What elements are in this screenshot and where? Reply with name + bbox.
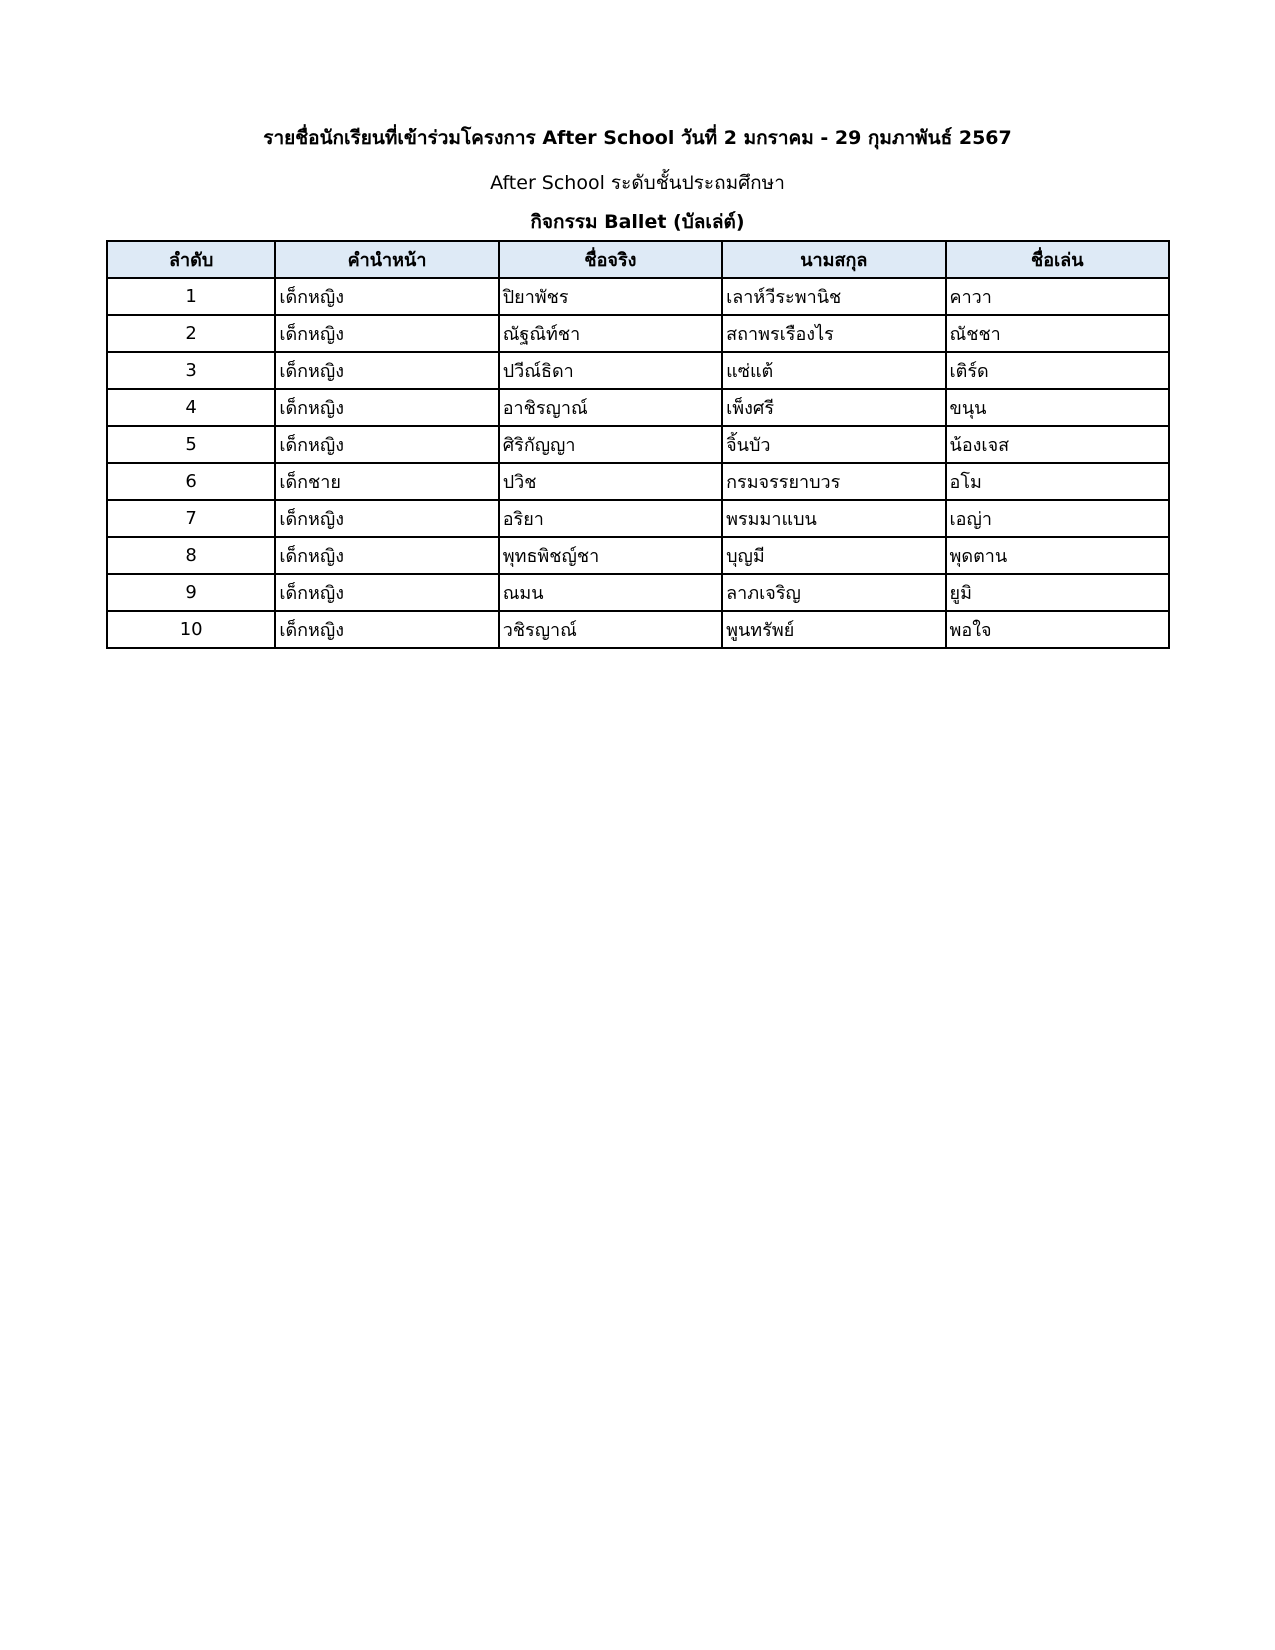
cell-first-name: อริยา bbox=[499, 500, 722, 537]
table-row bbox=[107, 537, 1169, 574]
cell-last-name: สถาพรเรืองไร bbox=[722, 315, 945, 352]
cell-prefix: เด็กหญิง bbox=[275, 389, 498, 426]
cell-prefix: เด็กหญิง bbox=[275, 278, 498, 315]
table-row bbox=[107, 500, 1169, 537]
table-row bbox=[107, 611, 1169, 648]
cell-number: 9 bbox=[107, 574, 275, 611]
cell-number: 5 bbox=[107, 426, 275, 463]
column-header-nickname: ชื่อเล่น bbox=[946, 241, 1169, 278]
document-title: รายชื่อนักเรียนที่เข้าร่วมโครงการ After School วันที่ 2 มกราคม - 29 กุมภาพันธ์ 2567 bbox=[263, 127, 1012, 149]
cell-nickname: เอญ่า bbox=[946, 500, 1169, 537]
cell-prefix: เด็กหญิง bbox=[275, 500, 498, 537]
table-row bbox=[107, 574, 1169, 611]
cell-number: 4 bbox=[107, 389, 275, 426]
cell-nickname: ขนุน bbox=[946, 389, 1169, 426]
cell-nickname: พอใจ bbox=[946, 611, 1169, 648]
cell-prefix: เด็กหญิง bbox=[275, 537, 498, 574]
cell-first-name: อาชิรญาณ์ bbox=[499, 389, 722, 426]
cell-nickname: คาวา bbox=[946, 278, 1169, 315]
cell-last-name: บุญมี bbox=[722, 537, 945, 574]
cell-last-name: ลาภเจริญ bbox=[722, 574, 945, 611]
cell-nickname: น้องเจส bbox=[946, 426, 1169, 463]
table-row bbox=[107, 278, 1169, 315]
column-header-prefix: คำนำหน้า bbox=[275, 241, 498, 278]
cell-last-name: แซ่แต้ bbox=[722, 352, 945, 389]
cell-prefix: เด็กหญิง bbox=[275, 611, 498, 648]
cell-number: 7 bbox=[107, 500, 275, 537]
cell-prefix: เด็กชาย bbox=[275, 463, 498, 500]
document-subtitle: After School ระดับชั้นประถมศึกษา bbox=[490, 172, 785, 194]
table-row bbox=[107, 315, 1169, 352]
cell-first-name: ปิยาพัชร bbox=[499, 278, 722, 315]
table-row bbox=[107, 426, 1169, 463]
cell-nickname: ยูมิ bbox=[946, 574, 1169, 611]
cell-last-name: พรมมาแบน bbox=[722, 500, 945, 537]
cell-nickname: อโม bbox=[946, 463, 1169, 500]
cell-prefix: เด็กหญิง bbox=[275, 352, 498, 389]
cell-first-name: ณมน bbox=[499, 574, 722, 611]
cell-last-name: เลาห์วีระพานิช bbox=[722, 278, 945, 315]
table-row bbox=[107, 352, 1169, 389]
cell-prefix: เด็กหญิง bbox=[275, 426, 498, 463]
activity-title: กิจกรรม Ballet (บัลเล่ต์) bbox=[530, 211, 745, 233]
cell-prefix: เด็กหญิง bbox=[275, 315, 498, 352]
column-header-last-name: นามสกุล bbox=[722, 241, 945, 278]
cell-nickname: เติร์ด bbox=[946, 352, 1169, 389]
cell-first-name: ปวิช bbox=[499, 463, 722, 500]
cell-first-name: ณัฐณิท์ชา bbox=[499, 315, 722, 352]
cell-last-name: กรมจรรยาบวร bbox=[722, 463, 945, 500]
student-roster-table bbox=[106, 240, 1170, 649]
table-row bbox=[107, 389, 1169, 426]
cell-number: 2 bbox=[107, 315, 275, 352]
cell-last-name: พูนทรัพย์ bbox=[722, 611, 945, 648]
cell-last-name: จิ้นบัว bbox=[722, 426, 945, 463]
column-header-number: ลำดับ bbox=[107, 241, 275, 278]
cell-number: 10 bbox=[107, 611, 275, 648]
table-row bbox=[107, 463, 1169, 500]
cell-nickname: พุดตาน bbox=[946, 537, 1169, 574]
cell-prefix: เด็กหญิง bbox=[275, 574, 498, 611]
cell-last-name: เพ็งศรี bbox=[722, 389, 945, 426]
table-header-row bbox=[107, 241, 1169, 278]
cell-first-name: วชิรญาณ์ bbox=[499, 611, 722, 648]
cell-nickname: ณัชชา bbox=[946, 315, 1169, 352]
cell-first-name: พุทธพิชญ์ชา bbox=[499, 537, 722, 574]
cell-number: 8 bbox=[107, 537, 275, 574]
cell-first-name: ปวีณ์ธิดา bbox=[499, 352, 722, 389]
cell-number: 1 bbox=[107, 278, 275, 315]
cell-number: 3 bbox=[107, 352, 275, 389]
cell-number: 6 bbox=[107, 463, 275, 500]
column-header-first-name: ชื่อจริง bbox=[499, 241, 722, 278]
cell-first-name: ศิริกัญญา bbox=[499, 426, 722, 463]
